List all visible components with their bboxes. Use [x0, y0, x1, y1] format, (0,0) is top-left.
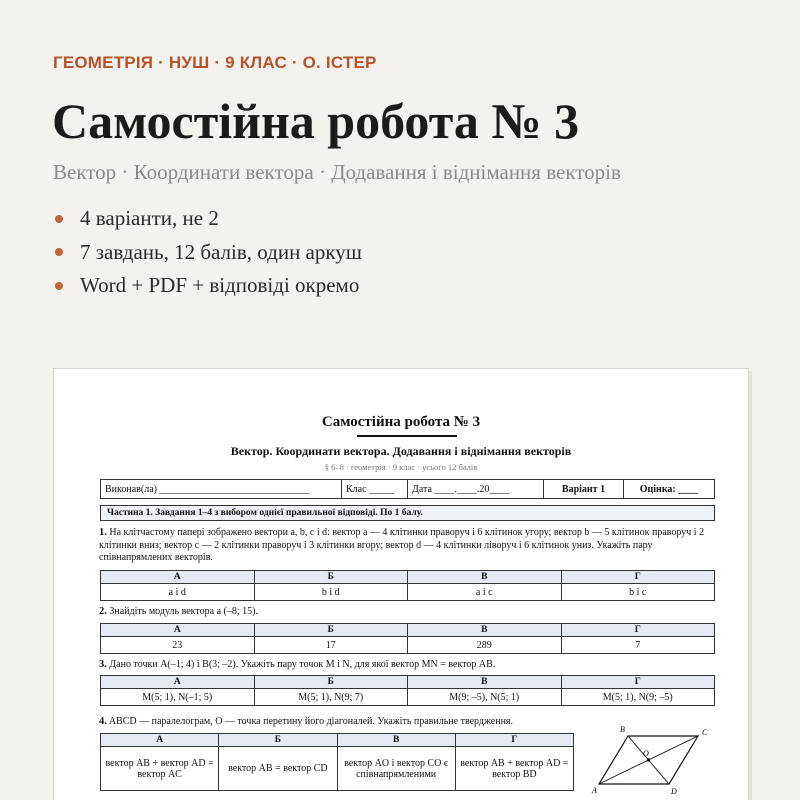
option-header: А: [101, 624, 255, 637]
question-text: На клітчастому папері зображено вектори a, b, c і d: вектор a — 4 клітинки праворуч і 6 клітинок угору; вектор b — 5 клітинок праворуч і 2 клітинки вниз; вектор c — 2 клітинки праворуч і 3 клітинки вгору; вектор d — 4 клітинки ліворуч і 6 клітинок униз. Укажіть пару співнапрямлених векторів.: [99, 527, 705, 563]
class-field: Клас _____: [342, 480, 408, 498]
option-cell: M(5; 1), N(9; 7): [254, 689, 408, 706]
option-header: А: [101, 676, 255, 689]
question-number: 2.: [99, 606, 107, 617]
label-b: B: [620, 725, 625, 734]
question-2: [99, 606, 717, 619]
option-cell: M(5; 1), N(9; –5): [561, 689, 715, 706]
date-field: Дата ____.____.20____: [408, 480, 544, 498]
feature-text: 7 завдань, 12 балів, один аркуш: [80, 239, 362, 264]
sheet-title: Самостійна робота № 3: [321, 414, 481, 430]
option-header: Г: [561, 676, 715, 689]
option-header: Г: [561, 571, 715, 584]
feature-item: [53, 202, 362, 236]
option-header: Б: [254, 571, 408, 584]
option-cell: вектор AB + вектор AD = вектор AC: [101, 747, 219, 791]
feature-item: [53, 269, 362, 303]
worksheet-preview: [53, 368, 749, 800]
label-d: D: [671, 787, 677, 796]
option-cell: b і c: [561, 584, 715, 601]
answer-table-4: [100, 733, 574, 791]
feature-list: [53, 202, 362, 303]
option-cell: a і d: [101, 584, 255, 601]
part-header: Частина 1. Завдання 1–4 з вибором однієї правильної відповіді. По 1 балу.: [100, 505, 715, 521]
option-cell: вектор AB = вектор CD: [219, 747, 337, 791]
subject-eyebrow: ГЕОМЕТРІЯ · НУШ · 9 КЛАС · О. ІСТЕР: [53, 53, 377, 72]
question-text: Знайдіть модуль вектора a (–8; 15).: [109, 606, 258, 617]
question-number: 4.: [99, 716, 107, 727]
page-title: Самостійна робота № 3: [52, 93, 580, 149]
grade-field: Оцінка: ____: [639, 483, 699, 495]
option-cell: a і c: [408, 584, 562, 601]
parallelogram-figure: [591, 721, 721, 800]
option-cell: вектор AB + вектор AD = вектор BD: [455, 747, 573, 791]
bullet-icon: [55, 282, 63, 290]
option-header: Б: [254, 624, 408, 637]
variant-label: Варіант 1: [544, 480, 624, 498]
option-cell: M(5; 1), N(–1; 5): [101, 689, 255, 706]
point-o: [647, 758, 650, 761]
feature-text: 4 варіанти, не 2: [80, 206, 219, 231]
feature-item: [53, 236, 362, 270]
option-header: Г: [561, 624, 715, 637]
label-o: O: [643, 749, 649, 758]
title-underline: [357, 435, 457, 437]
bullet-icon: [55, 215, 63, 223]
label-c: C: [702, 728, 708, 737]
sheet-subtitle: Вектор. Координати вектора. Додавання і віднімання векторів: [230, 444, 572, 458]
question-1: [99, 527, 717, 565]
option-header: Г: [455, 734, 573, 747]
question-text: ABCD — паралелограм, O — точка перетину його діагоналей. Укажіть правильне твердження.: [108, 716, 514, 727]
answer-table-2: [100, 623, 715, 654]
label-a: A: [592, 786, 597, 795]
question-text: Дано точки A(–1; 4) і B(3; –2). Укажіть пару точок M і N, для якої вектор MN = вектор AB.: [109, 659, 496, 670]
option-header: Б: [254, 676, 408, 689]
student-info-box: [100, 479, 715, 499]
feature-text: Word + PDF + відповіді окремо: [80, 273, 360, 298]
answer-table-1: [100, 570, 715, 601]
sheet-meta: § 6–8 · геометрія · 9 клас · усього 12 балів: [324, 462, 478, 472]
option-cell: 289: [408, 637, 562, 654]
option-cell: 23: [101, 637, 255, 654]
option-cell: вектор AO і вектор CO є співнапрямленими: [337, 747, 455, 791]
option-cell: b і d: [254, 584, 408, 601]
option-header: В: [408, 571, 562, 584]
question-number: 3.: [99, 659, 107, 670]
option-cell: M(9; –5), N(5; 1): [408, 689, 562, 706]
option-header: А: [101, 734, 219, 747]
option-header: В: [408, 624, 562, 637]
question-number: 1.: [99, 527, 107, 538]
bullet-icon: [55, 248, 63, 256]
option-header: А: [101, 571, 255, 584]
answer-table-3: [100, 675, 715, 706]
option-cell: 17: [254, 637, 408, 654]
option-header: В: [408, 676, 562, 689]
question-3: [99, 659, 717, 672]
option-header: Б: [219, 734, 337, 747]
name-field: Виконав(ла) ______________________________: [101, 480, 342, 498]
option-cell: 7: [561, 637, 715, 654]
page-subtitle: Вектор · Координати вектора · Додавання і віднімання векторів: [53, 160, 621, 184]
option-header: В: [337, 734, 455, 747]
